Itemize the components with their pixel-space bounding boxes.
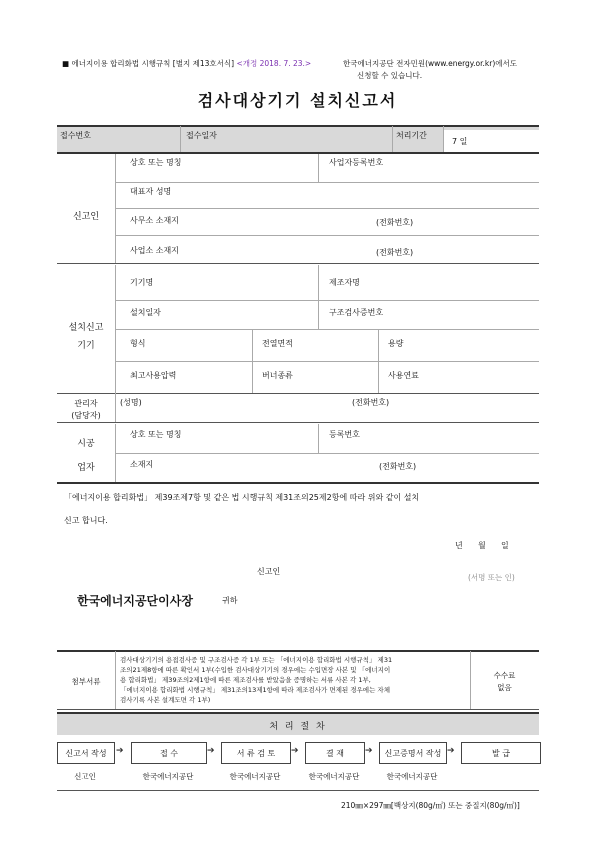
attachments-line: 용 합리화법」 제39조의2제1항에 따른 제조검사를 받았음을 증명하는 서류 사본 각 1부, — [120, 676, 371, 684]
notice-form-number: ■ 에너지이용 합리화법 시행규칙 [별지 제13호서식] — [62, 59, 235, 68]
procedure-actor: 신고인 — [74, 772, 96, 781]
install-date-label: 설치일자 — [130, 308, 161, 317]
arrow-icon: ➔ — [116, 746, 124, 756]
business-number-label: 사업자등록번호 — [329, 158, 384, 167]
fee-value: 없음 — [497, 683, 512, 692]
contractor-phone-label: (전화번호) — [379, 462, 417, 471]
notice-revision: <개정 2018. 7. 23.> — [236, 59, 312, 68]
recipient-honorific: 귀하 — [222, 596, 238, 605]
processing-period-label: 처리기간 — [396, 131, 427, 140]
representative-name-label: 대표자 성명 — [130, 187, 172, 196]
manager-label-1: 관리자 — [74, 399, 98, 408]
applicant-section-label: 신고인 — [72, 212, 100, 222]
attachments-line: 검사대상기기의 용접검사증 및 구조검사증 각 1부 또는 「에너지이용 합리화법 시행규칙」 제31 — [120, 656, 393, 664]
fee-label: 수수료 — [493, 671, 516, 680]
arrow-icon: ➔ — [365, 746, 373, 756]
office-address-label: 사무소 소재지 — [130, 216, 179, 225]
site-phone-label: (전화번호) — [376, 248, 414, 257]
procedure-step-receive: 접 수 — [131, 742, 207, 764]
procedure-actor: 한국에너지공단 — [386, 772, 438, 781]
notice-online: 한국에너지공단 전자민원(www.energy.or.kr)에서도 — [343, 59, 518, 68]
procedure-actor: 한국에너지공단 — [142, 772, 194, 781]
procedure-step-write: 신고서 작성 — [57, 742, 115, 764]
declaration-text-2: 신고 합니다. — [64, 516, 108, 525]
contractor-address-label: 소재지 — [130, 460, 154, 469]
attachments-line: 검사기록 사본 설계도면 각 1부) — [120, 696, 211, 704]
arrow-icon: ➔ — [447, 746, 455, 756]
arrow-icon: ➔ — [291, 746, 299, 756]
contractor-label-2: 업자 — [77, 463, 95, 473]
attachments-text — [120, 655, 392, 705]
declaration-date: 년 월 일 — [455, 541, 509, 550]
fuel-label: 사용연료 — [388, 371, 419, 380]
paper-spec: 210㎜×297㎜[백상지(80g/㎡) 또는 중질지(80g/㎡)] — [341, 801, 520, 810]
procedure-actor: 한국에너지공단 — [308, 772, 360, 781]
contractor-name-label: 상호 또는 명칭 — [130, 430, 182, 439]
sign-hint: (서명 또는 인) — [468, 573, 515, 582]
declaration-text: 「에너지이용 합리화법」 제39조제7항 및 같은 법 시행규칙 제31조의25제2항에 따라 위와 같이 설치 — [64, 493, 420, 502]
procedure-step-review: 서 류 검 토 — [221, 742, 291, 764]
notice-online-2: 신청할 수 있습니다. — [357, 71, 423, 80]
attachments-line: 「에너지이용 합리화법 시행규칙」 제31조의13제1항에 따라 제조검사가 면제된 경우에는 자체 — [120, 686, 390, 694]
procedure-step-approve: 결 재 — [305, 742, 365, 764]
processing-period-value: 7 일 — [452, 137, 468, 146]
receipt-number-label: 접수번호 — [60, 131, 91, 140]
procedure-step-issue: 발 급 — [461, 742, 541, 764]
manager-name-label: (성명) — [120, 398, 142, 407]
device-name-label: 기기명 — [130, 278, 154, 287]
contractor-label-1: 시공 — [77, 439, 95, 449]
recipient-name: 한국에너지공단이사장 — [77, 594, 193, 608]
document-title: 검사대상기기 설치신고서 — [197, 91, 398, 110]
type-label: 형식 — [130, 339, 146, 348]
procedure-step-certificate: 신고증명서 작성 — [379, 742, 447, 764]
office-phone-label: (전화번호) — [376, 218, 414, 227]
burner-type-label: 버너종류 — [262, 371, 293, 380]
procedure-actor: 한국에너지공단 — [229, 772, 281, 781]
arrow-icon: ➔ — [207, 746, 215, 756]
form-notice — [62, 58, 311, 69]
attachments-line: 조의21제8항에 따른 확인서 1부(수입한 검사대상기기의 경우에는 수입면장 사본 및 「에너지이 — [120, 666, 391, 674]
capacity-label: 용량 — [388, 339, 404, 348]
heat-area-label: 전열면적 — [262, 339, 293, 348]
signer-label: 신고인 — [257, 567, 281, 576]
manager-label-2: (담당자) — [71, 411, 101, 420]
max-pressure-label: 최고사용압력 — [130, 371, 177, 380]
device-section-label-1: 설치신고 — [68, 323, 104, 333]
receipt-date-label: 접수일자 — [186, 131, 217, 140]
manager-phone-label: (전화번호) — [352, 398, 390, 407]
attachments-label: 첨부서류 — [71, 677, 101, 686]
device-section-label-2: 기기 — [77, 341, 95, 351]
procedure-title: 처 리 절 차 — [269, 722, 327, 732]
structure-cert-label: 구조검사증번호 — [329, 308, 384, 317]
business-name-label: 상호 또는 명칭 — [130, 158, 182, 167]
site-address-label: 사업소 소재지 — [130, 246, 179, 255]
contractor-regno-label: 등록번호 — [329, 430, 360, 439]
manufacturer-label: 제조자명 — [329, 278, 360, 287]
